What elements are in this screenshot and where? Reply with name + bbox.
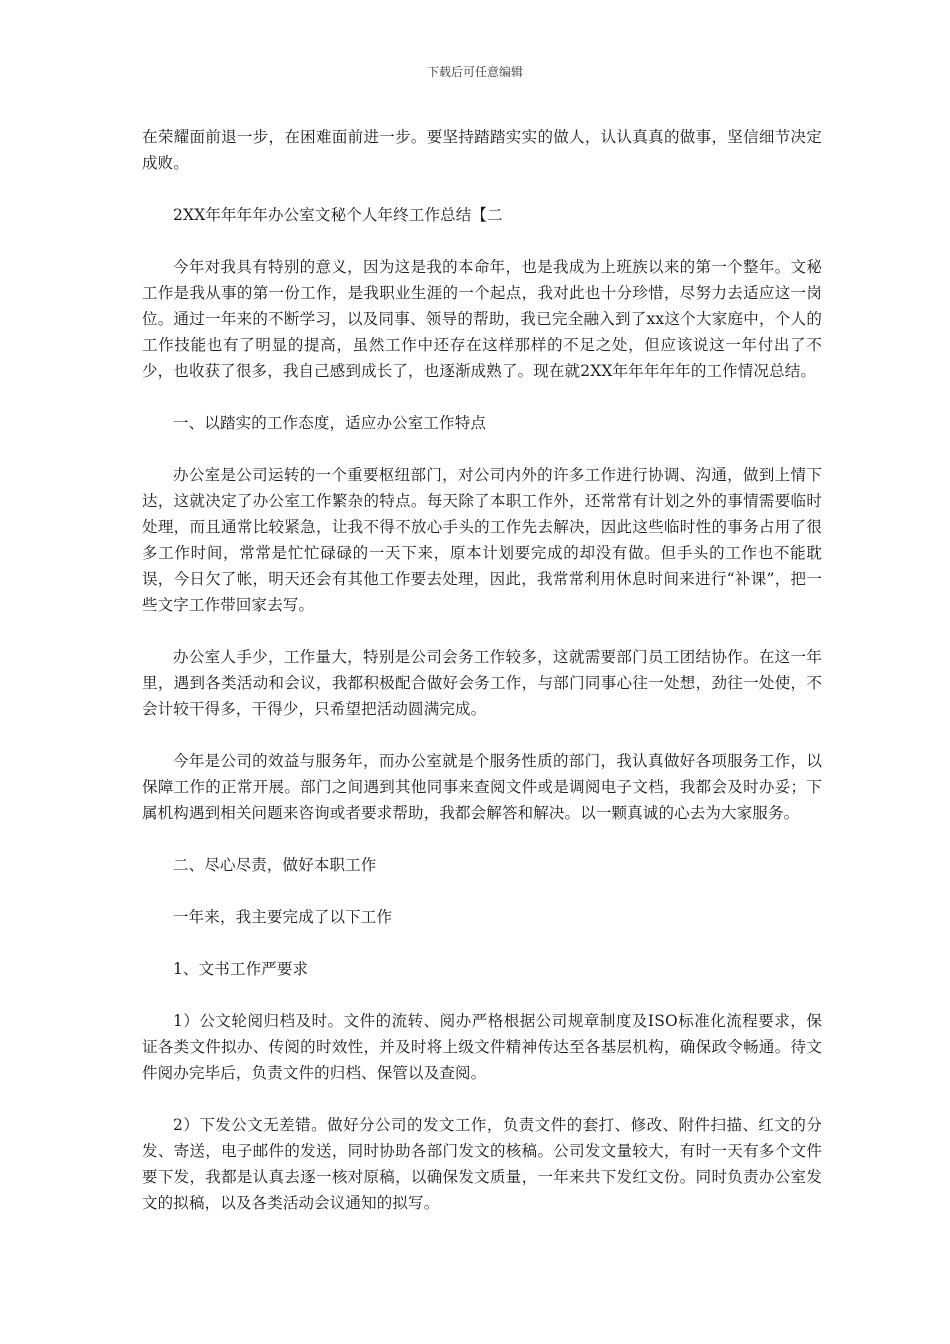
section-title: 2XX年年年年办公室文秘个人年终工作总结【二	[173, 206, 503, 224]
paragraph-item-1-1: 1）公文轮阅归档及时。文件的流转、阅办严格根据公司规章制度及ISO标准化流程要求，保证各类文件拟办、传阅的时效性，并及时将上级文件精神传达至各基层机构，确保政令畅通。待文件阅办完毕后，负责文件的归档、保管以及查阅。	[142, 1012, 822, 1082]
paragraph-service: 今年是公司的效益与服务年，而办公室就是个服务性质的部门，我认真做好各项服务工作，以保障工作的正常开展。部门之间遇到其他同事来查阅文件或是调阅电子文档，我都会及时办妥；下属机构遇到相关问题来咨询或者要求帮助，我都会解答和解决。以一颗真诚的心去为大家服务。	[142, 752, 822, 822]
heading-item-one: 1、文书工作严要求	[173, 960, 309, 978]
document-body	[142, 124, 822, 1242]
paragraph-office-hub: 办公室是公司运转的一个重要枢纽部门，对公司内外的许多工作进行协调、沟通，做到上情下达，这就决定了办公室工作繁杂的特点。每天除了本职工作外，还常常有计划之外的事情需要临时处理，而且通常比较紧急，让我不得不放心手头的工作先去解决，因此这些临时性的事务占用了很多工作时间，常常是忙忙碌碌的一天下来，原本计划要完成的却没有做。但手头的工作也不能耽误，今日欠了帐，明天还会有其他工作要去处理，因此，我常常利用休息时间来进行“补课”，把一些文字工作带回家去写。	[142, 466, 822, 614]
paragraph-closing-line: 在荣耀面前退一步，在困难面前进一步。要坚持踏踏实实的做人，认认真真的做事，坚信细节决定成败。	[142, 128, 822, 172]
heading-part-two: 二、尽心尽责，做好本职工作	[173, 856, 377, 874]
paragraph-intro: 今年对我具有特别的意义，因为这是我的本命年，也是我成为上班族以来的第一个整年。文秘工作是我从事的第一份工作，是我职业生涯的一个起点，我对此也十分珍惜，尽努力去适应这一岗位。通过一年来的不断学习，以及同事、领导的帮助，我已完全融入到了xx这个大家庭中，个人的工作技能也有了明显的提高，虽然工作中还存在这样那样的不足之处，但应该说这一年付出了不少，也收获了很多，我自己感到成长了，也逐渐成熟了。现在就2XX年年年年年的工作情况总结。	[142, 258, 822, 380]
heading-part-one: 一、以踏实的工作态度，适应办公室工作特点	[173, 414, 487, 432]
paragraph-work-summary: 一年来，我主要完成了以下工作	[173, 908, 393, 926]
page-header: 下载后可任意编辑	[426, 65, 523, 79]
paragraph-item-1-2: 2）下发公文无差错。做好分公司的发文工作，负责文件的套打、修改、附件扫描、红文的分发、寄送，电子邮件的发送，同时协助各部门发文的核稿。公司发文量较大，有时一天有多个文件要下发，我都是认真去逐一核对原稿，以确保发文质量，一年来共下发红文份。同时负责办公室发文的拟稿，以及各类活动会议通知的拟写。	[142, 1116, 822, 1212]
paragraph-teamwork: 办公室人手少，工作量大，特别是公司会务工作较多，这就需要部门员工团结协作。在这一年里，遇到各类活动和会议，我都积极配合做好会务工作，与部门同事心往一处想，劲往一处使，不会计较干得多，干得少，只希望把活动圆满完成。	[142, 648, 822, 718]
